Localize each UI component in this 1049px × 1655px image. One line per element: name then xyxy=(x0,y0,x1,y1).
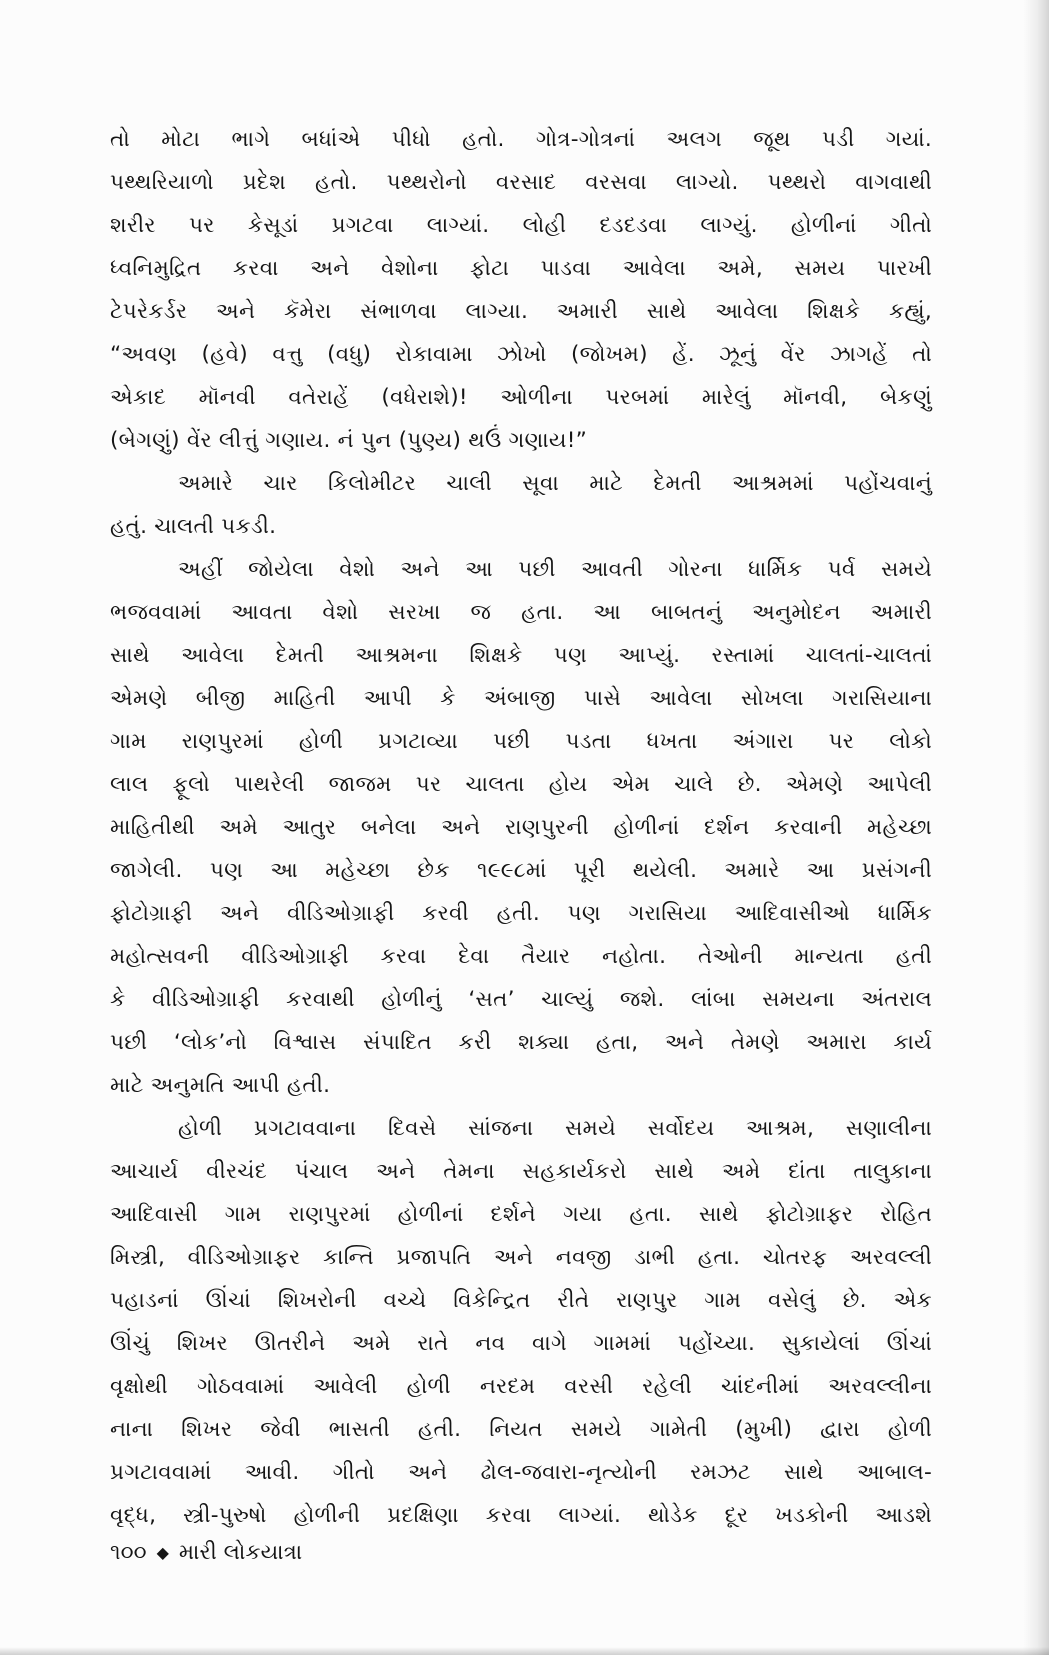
text-line: આચાર્ય વીરચંદ પંચાલ અને તેમના સહકાર્યકરો સાથે અમે દાંતા તાલુકાના xyxy=(110,1159,932,1184)
text-line: તો મોટા ભાગે બધાંએ પીધો હતો. ગોત્ર-ગોત્રનાં અલગ જૂથ પડી ગયાં. xyxy=(110,127,932,152)
text-line: હોળી પ્રગટાવવાના દિવસે સાંજના સમયે સર્વોદય આશ્રમ, સણાલીના xyxy=(178,1116,932,1141)
text-line: વૃદ્ધ, સ્ત્રી-પુરુષો હોળીની પ્રદક્ષિણા કરવા લાગ્યાં. થોડેક દૂર ખડકોની આડશે xyxy=(110,1503,932,1528)
text-line: (બેગણું) વેંર લીત્તું ગણાય. નં પુન (પુણ્ય) થઉં ગણાય!” xyxy=(110,428,588,453)
page-footer xyxy=(110,1533,302,1573)
text-line: મિસ્ત્રી, વીડિઓગ્રાફર કાન્તિ પ્રજાપતિ અને નવજી ડાભી હતા. ચોતરફ અરવલ્લી xyxy=(110,1245,932,1270)
text-line: આદિવાસી ગામ રાણપુરમાં હોળીનાં દર્શને ગયા હતા. સાથે ફોટોગ્રાફર રોહિત xyxy=(110,1202,932,1227)
text-line: જાગેલી. પણ આ મહેચ્છા છેક ૧૯૯૮માં પૂરી થયેલી. અમારે આ પ્રસંગની xyxy=(110,858,932,883)
text-line: પછી ‘લોક’નો વિશ્વાસ સંપાદિત કરી શક્યા હતા, અને તેમણે અમારા કાર્ય xyxy=(110,1030,932,1055)
text-line: મહોત્સવની વીડિઓગ્રાફી કરવા દેવા તૈયાર નહોતા. તેઓની માન્યતા હતી xyxy=(110,944,932,969)
text-line: માટે અનુમતિ આપી હતી. xyxy=(110,1073,331,1098)
text-line: ફોટોગ્રાફી અને વીડિઓગ્રાફી કરવી હતી. પણ ગરાસિયા આદિવાસીઓ ધાર્મિક xyxy=(110,901,932,926)
page-number: ૧૦૦ xyxy=(110,1540,147,1565)
text-line: એકાદ મૉનવી વતેરાહેં (વધેરાશે)! ઓળીના પરબમાં મારેલું મૉનવી, બેકણું xyxy=(110,385,932,410)
text-line: લાલ ફૂલો પાથરેલી જાજમ પર ચાલતા હોય એમ ચાલે છે. એમણે આપેલી xyxy=(110,772,932,797)
book-title: મારી લોકયાત્રા xyxy=(178,1540,303,1565)
text-line: ઊંચું શિખર ઊતરીને અમે રાતે નવ વાગે ગામમાં પહોંચ્યા. સુકાયેલાં ઊંચાં xyxy=(110,1331,932,1356)
text-line: હતું. ચાલતી પકડી. xyxy=(110,514,277,539)
text-line: “અવણ (હવે) વત્તુ (વધુ) રોકાવામા ઝોખો (જોખમ) હેં. ઝૂનું વેંર ઝાગહેં તો xyxy=(110,342,932,367)
text-line: સાથે આવેલા દેમતી આશ્રમના શિક્ષકે પણ આપ્યું. રસ્તામાં ચાલતાં-ચાલતાં xyxy=(110,643,932,668)
text-line: અહીં જોયેલા વેશો અને આ પછી આવતી ગોરના ધાર્મિક પર્વ સમયે xyxy=(178,557,932,582)
page-bottom-shadow xyxy=(0,1647,1049,1655)
text-line: નાના શિખર જેવી ભાસતી હતી. નિયત સમયે ગામેતી (મુખી) દ્વારા હોળી xyxy=(110,1417,932,1442)
body-text xyxy=(110,118,932,1537)
text-line: શરીર પર કેસૂડાં પ્રગટવા લાગ્યાં. લોહી દડદડવા લાગ્યું. હોળીનાં ગીતો xyxy=(110,213,932,238)
text-line: પહાડનાં ઊંચાં શિખરોની વચ્ચે વિકેન્દ્રિત રીતે રાણપુર ગામ વસેલું છે. એક xyxy=(110,1288,932,1313)
text-line: વૃક્ષોથી ગોઠવવામાં આવેલી હોળી નરદમ વરસી રહેલી ચાંદનીમાં અરવલ્લીના xyxy=(110,1374,932,1399)
diamond-separator-icon: ◆ xyxy=(156,1543,169,1562)
text-line: પથ્થરિયાળો પ્રદેશ હતો. પથ્થરોનો વરસાદ વરસવા લાગ્યો. પથ્થરો વાગવાથી xyxy=(110,170,932,195)
text-line: ગામ રાણપુરમાં હોળી પ્રગટાવ્યા પછી પડતા ધખતા અંગારા પર લોકો xyxy=(110,729,932,754)
text-line: ભજવવામાં આવતા વેશો સરખા જ હતા. આ બાબતનું અનુમોદન અમારી xyxy=(110,600,932,625)
page-edge-shadow xyxy=(1023,0,1049,1655)
text-line: પ્રગટાવવામાં આવી. ગીતો અને ઢોલ-જવારા-નૃત્યોની રમઝટ સાથે આબાલ- xyxy=(110,1460,932,1485)
text-line: માહિતીથી અમે આતુર બનેલા અને રાણપુરની હોળીનાં દર્શન કરવાની મહેચ્છા xyxy=(110,815,932,840)
text-line: ધ્વનિમુદ્રિત કરવા અને વેશોના ફોટા પાડવા આવેલા અમે, સમય પારખી xyxy=(110,256,932,281)
text-line: ટેપરેકર્ડર અને કૅમેરા સંભાળવા લાગ્યા. અમારી સાથે આવેલા શિક્ષકે કહ્યું, xyxy=(110,299,932,324)
text-line: એમણે બીજી માહિતી આપી કે અંબાજી પાસે આવેલા સોખલા ગરાસિયાના xyxy=(110,686,932,711)
text-line: કે વીડિઓગ્રાફી કરવાથી હોળીનું ‘સત’ ચાલ્યું જશે. લાંબા સમયના અંતરાલ xyxy=(110,987,932,1012)
text-line: અમારે ચાર કિલોમીટર ચાલી સૂવા માટે દેમતી આશ્રમમાં પહોંચવાનું xyxy=(178,471,932,496)
